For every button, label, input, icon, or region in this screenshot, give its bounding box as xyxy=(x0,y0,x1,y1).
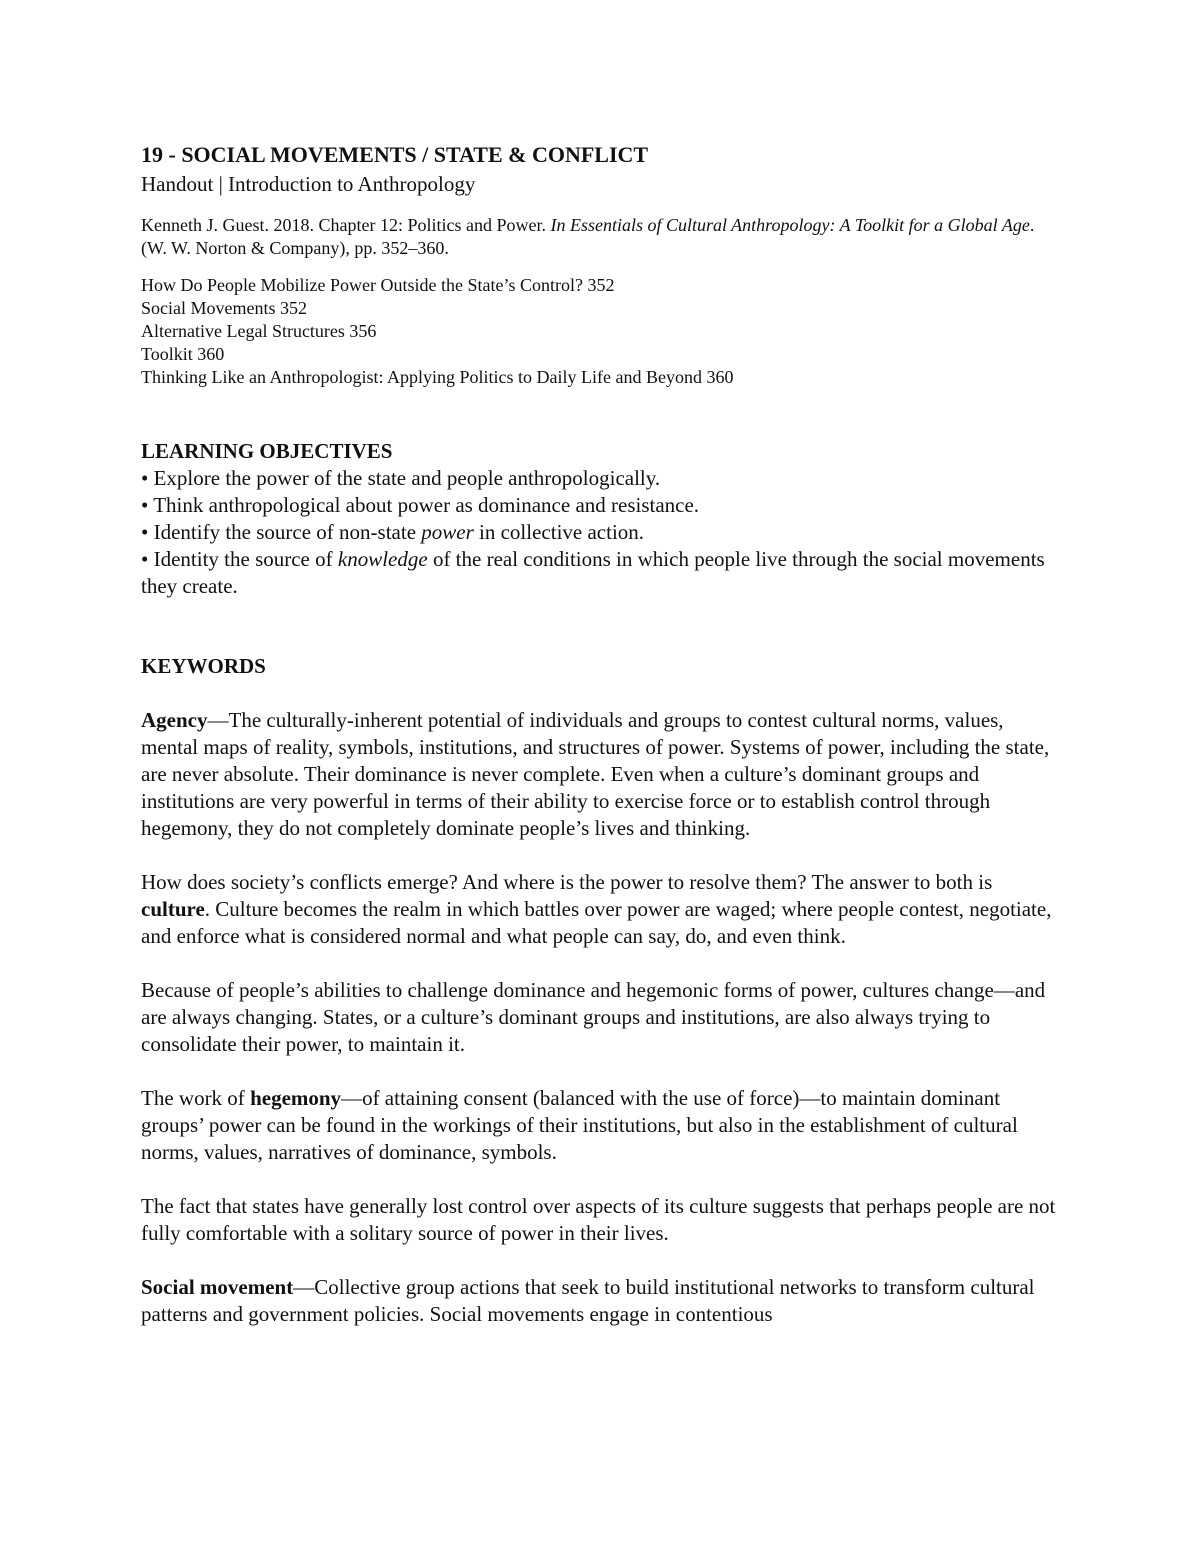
body-paragraph xyxy=(141,869,1061,950)
keyword-social-movement-paragraph xyxy=(141,1274,1061,1328)
citation-book-title: In Essentials of Cultural Anthropology: A Toolkit for a Global Age xyxy=(550,215,1030,235)
paragraph-text: . Culture becomes the realm in which battles over power are waged; where people contest, negotiate, and enforce what is considered normal and what people can say, do, and even think. xyxy=(141,897,1052,948)
body-paragraph xyxy=(141,1085,1061,1166)
learning-objectives-heading: LEARNING OBJECTIVES xyxy=(141,439,393,463)
keyword-term: Social movement xyxy=(141,1275,294,1299)
objective-text: • Identity the source of xyxy=(141,547,338,571)
objective-item: • Think anthropological about power as dominance and resistance. xyxy=(141,493,700,517)
objective-text: in collective action. xyxy=(473,520,645,544)
document-subtitle: Handout | Introduction to Anthropology xyxy=(141,172,476,196)
objective-emphasis: power xyxy=(421,520,474,544)
paragraph-text: How does society’s conflicts emerge? And where is the power to resolve them? The answer to both is xyxy=(141,870,993,894)
toc-item: How Do People Mobilize Power Outside the State’s Control? 352 xyxy=(141,275,615,295)
toc-item: Thinking Like an Anthropologist: Applying Politics to Daily Life and Beyond 360 xyxy=(141,367,734,387)
toc-item: Toolkit 360 xyxy=(141,344,225,364)
document-page xyxy=(141,140,1061,1328)
body-paragraph: The fact that states have generally lost control over aspects of its culture suggests that perhaps people are not fully comfortable with a solitary source of power in their lives. xyxy=(141,1194,1056,1245)
paragraph-text: The work of xyxy=(141,1086,251,1110)
objective-emphasis: knowledge xyxy=(337,547,428,571)
body-paragraph: Because of people’s abilities to challenge dominance and hegemonic forms of power, cultures change—and are always changing. States, or a culture’s dominant groups and institutions, are also always trying to consolidate their power, to maintain it. xyxy=(141,978,1046,1056)
table-of-contents xyxy=(141,274,1061,389)
keyword-definition: —Collective group actions that seek to build institutional networks to transform cultural patterns and government policies. Social movements engage in contentious xyxy=(141,1275,1035,1326)
document-title: 19 - SOCIAL MOVEMENTS / STATE & CONFLICT xyxy=(141,142,649,167)
paragraph-bold-term: hegemony xyxy=(250,1086,342,1110)
keyword-agency-paragraph xyxy=(141,707,1061,842)
objective-text: • Identify the source of non-state xyxy=(141,520,422,544)
objective-text: of the real conditions in which people live through the social movements they create. xyxy=(141,547,1045,598)
toc-item: Social Movements 352 xyxy=(141,298,307,318)
objective-item xyxy=(141,546,1061,600)
paragraph-text: —of attaining consent (balanced with the use of force)—to maintain dominant groups’ power can be found in the workings of their institutions, but also in the establishment of cultural norms, values, narratives of dominance, symbols. xyxy=(141,1086,1018,1164)
keywords-heading: KEYWORDS xyxy=(141,654,266,678)
objective-item: • Explore the power of the state and people anthropologically. xyxy=(141,466,661,490)
keyword-term: Agency xyxy=(141,708,208,732)
citation-prefix: Kenneth J. Guest. 2018. Chapter 12: Politics and Power. xyxy=(141,215,551,235)
objective-item xyxy=(141,519,1061,546)
citation xyxy=(141,214,1061,260)
citation-suffix: . (W. W. Norton & Company), pp. 352–360. xyxy=(141,215,1035,258)
keyword-definition: —The culturally-inherent potential of individuals and groups to contest cultural norms, values, mental maps of reality, symbols, institutions, and structures of power. Systems of power, including the state, are never absolute. Their dominance is never complete. Even when a culture’s dominant groups and institutions are very powerful in terms of their ability to exercise force or to establish control through hegemony, they do not completely dominate people’s lives and thinking. xyxy=(141,708,1050,840)
toc-item: Alternative Legal Structures 356 xyxy=(141,321,377,341)
learning-objectives-list xyxy=(141,465,1061,600)
paragraph-bold-term: culture xyxy=(141,897,205,921)
